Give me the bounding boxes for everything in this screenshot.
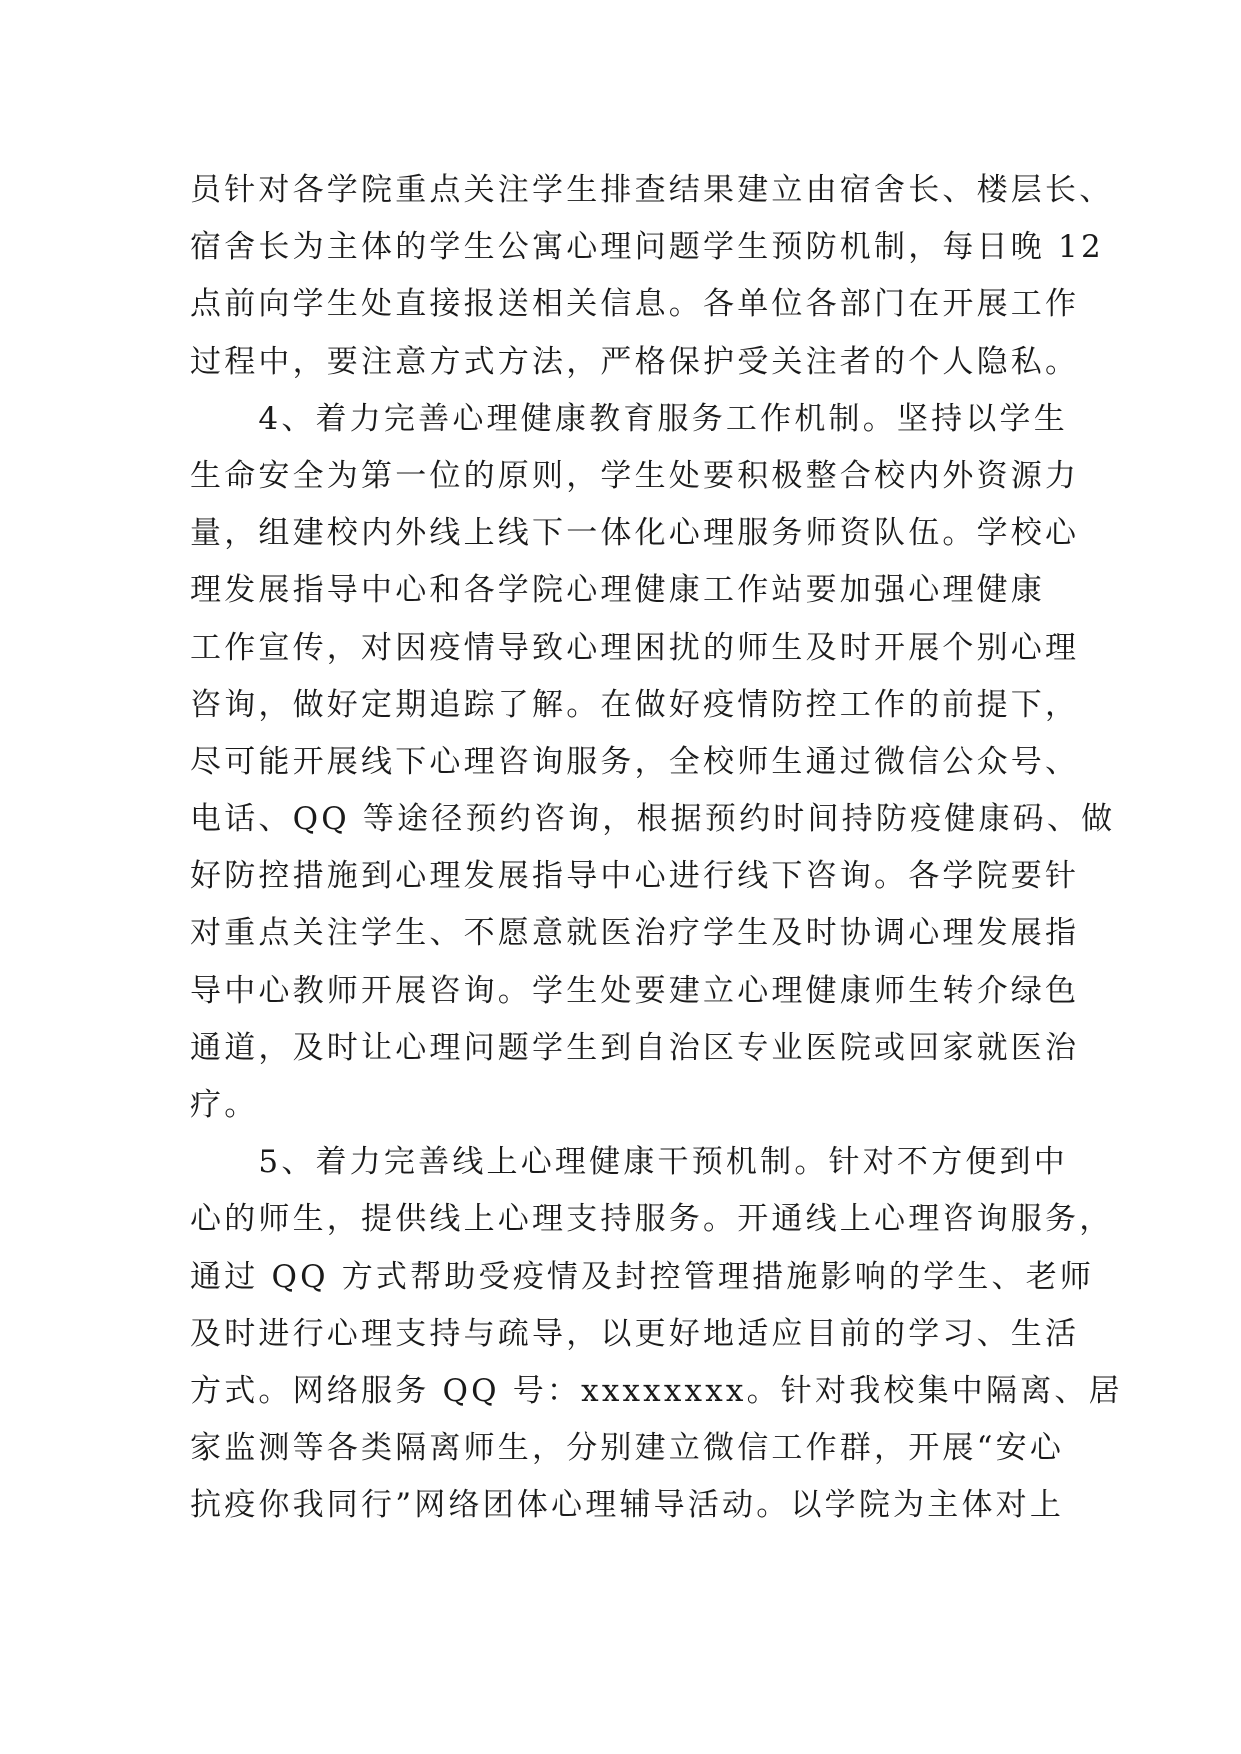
text-line: 工作宣传，对因疫情导致心理困扰的师生及时开展个别心理	[190, 629, 1080, 666]
text-line: 及时进行心理支持与疏导，以更好地适应目前的学习、生活	[190, 1315, 1080, 1352]
text-line: 咨询，做好定期追踪了解。在做好疫情防控工作的前提下，	[190, 686, 1080, 723]
text-line: 宿舍长为主体的学生公寓心理问题学生预防机制，每日晚 12	[190, 229, 1104, 266]
text-line: 导中心教师开展咨询。学生处要建立心理健康师生转介绿色	[190, 972, 1080, 1009]
text-line: 过程中，要注意方式方法，严格保护受关注者的个人隐私。	[190, 343, 1080, 380]
text-line: 生命安全为第一位的原则，学生处要积极整合校内外资源力	[190, 457, 1080, 494]
text-line: 疗。	[190, 1087, 259, 1123]
document-body	[190, 162, 1123, 1535]
text-line: 心的师生，提供线上心理支持服务。开通线上心理咨询服务，	[190, 1201, 1114, 1238]
paragraph-4-start: 4、着力完善心理健康教育服务工作机制。坚持以学生	[190, 400, 1068, 437]
text-line: 员针对各学院重点关注学生排查结果建立由宿舍长、楼层长、	[190, 172, 1114, 208]
text-line: 量，组建校内外线上线下一体化心理服务师资队伍。学校心	[190, 515, 1080, 552]
text-line: 理发展指导中心和各学院心理健康工作站要加强心理健康	[190, 572, 1045, 609]
text-line: 方式。网络服务 QQ 号：xxxxxxxx。针对我校集中隔离、居	[190, 1372, 1123, 1409]
text-line: 通过 QQ 方式帮助受疫情及封控管理措施影响的学生、老师	[190, 1258, 1095, 1295]
paragraph-5-start: 5、着力完善线上心理健康干预机制。针对不方便到中	[190, 1144, 1068, 1181]
text-line: 尽可能开展线下心理咨询服务，全校师生通过微信公众号、	[190, 743, 1080, 780]
text-line: 电话、QQ 等途径预约咨询，根据预约时间持防疫健康码、做	[190, 801, 1116, 838]
text-line: 对重点关注学生、不愿意就医治疗学生及时协调心理发展指	[190, 915, 1080, 952]
text-line: 家监测等各类隔离师生，分别建立微信工作群，开展“安心	[190, 1430, 1065, 1467]
text-line: 好防控措施到心理发展指导中心进行线下咨询。各学院要针	[190, 858, 1080, 895]
text-line: 通道，及时让心理问题学生到自治区专业医院或回家就医治	[190, 1029, 1080, 1066]
text-line: 点前向学生处直接报送相关信息。各单位各部门在开展工作	[190, 286, 1080, 323]
text-line: 抗疫你我同行”网络团体心理辅导活动。以学院为主体对上	[190, 1487, 1065, 1524]
